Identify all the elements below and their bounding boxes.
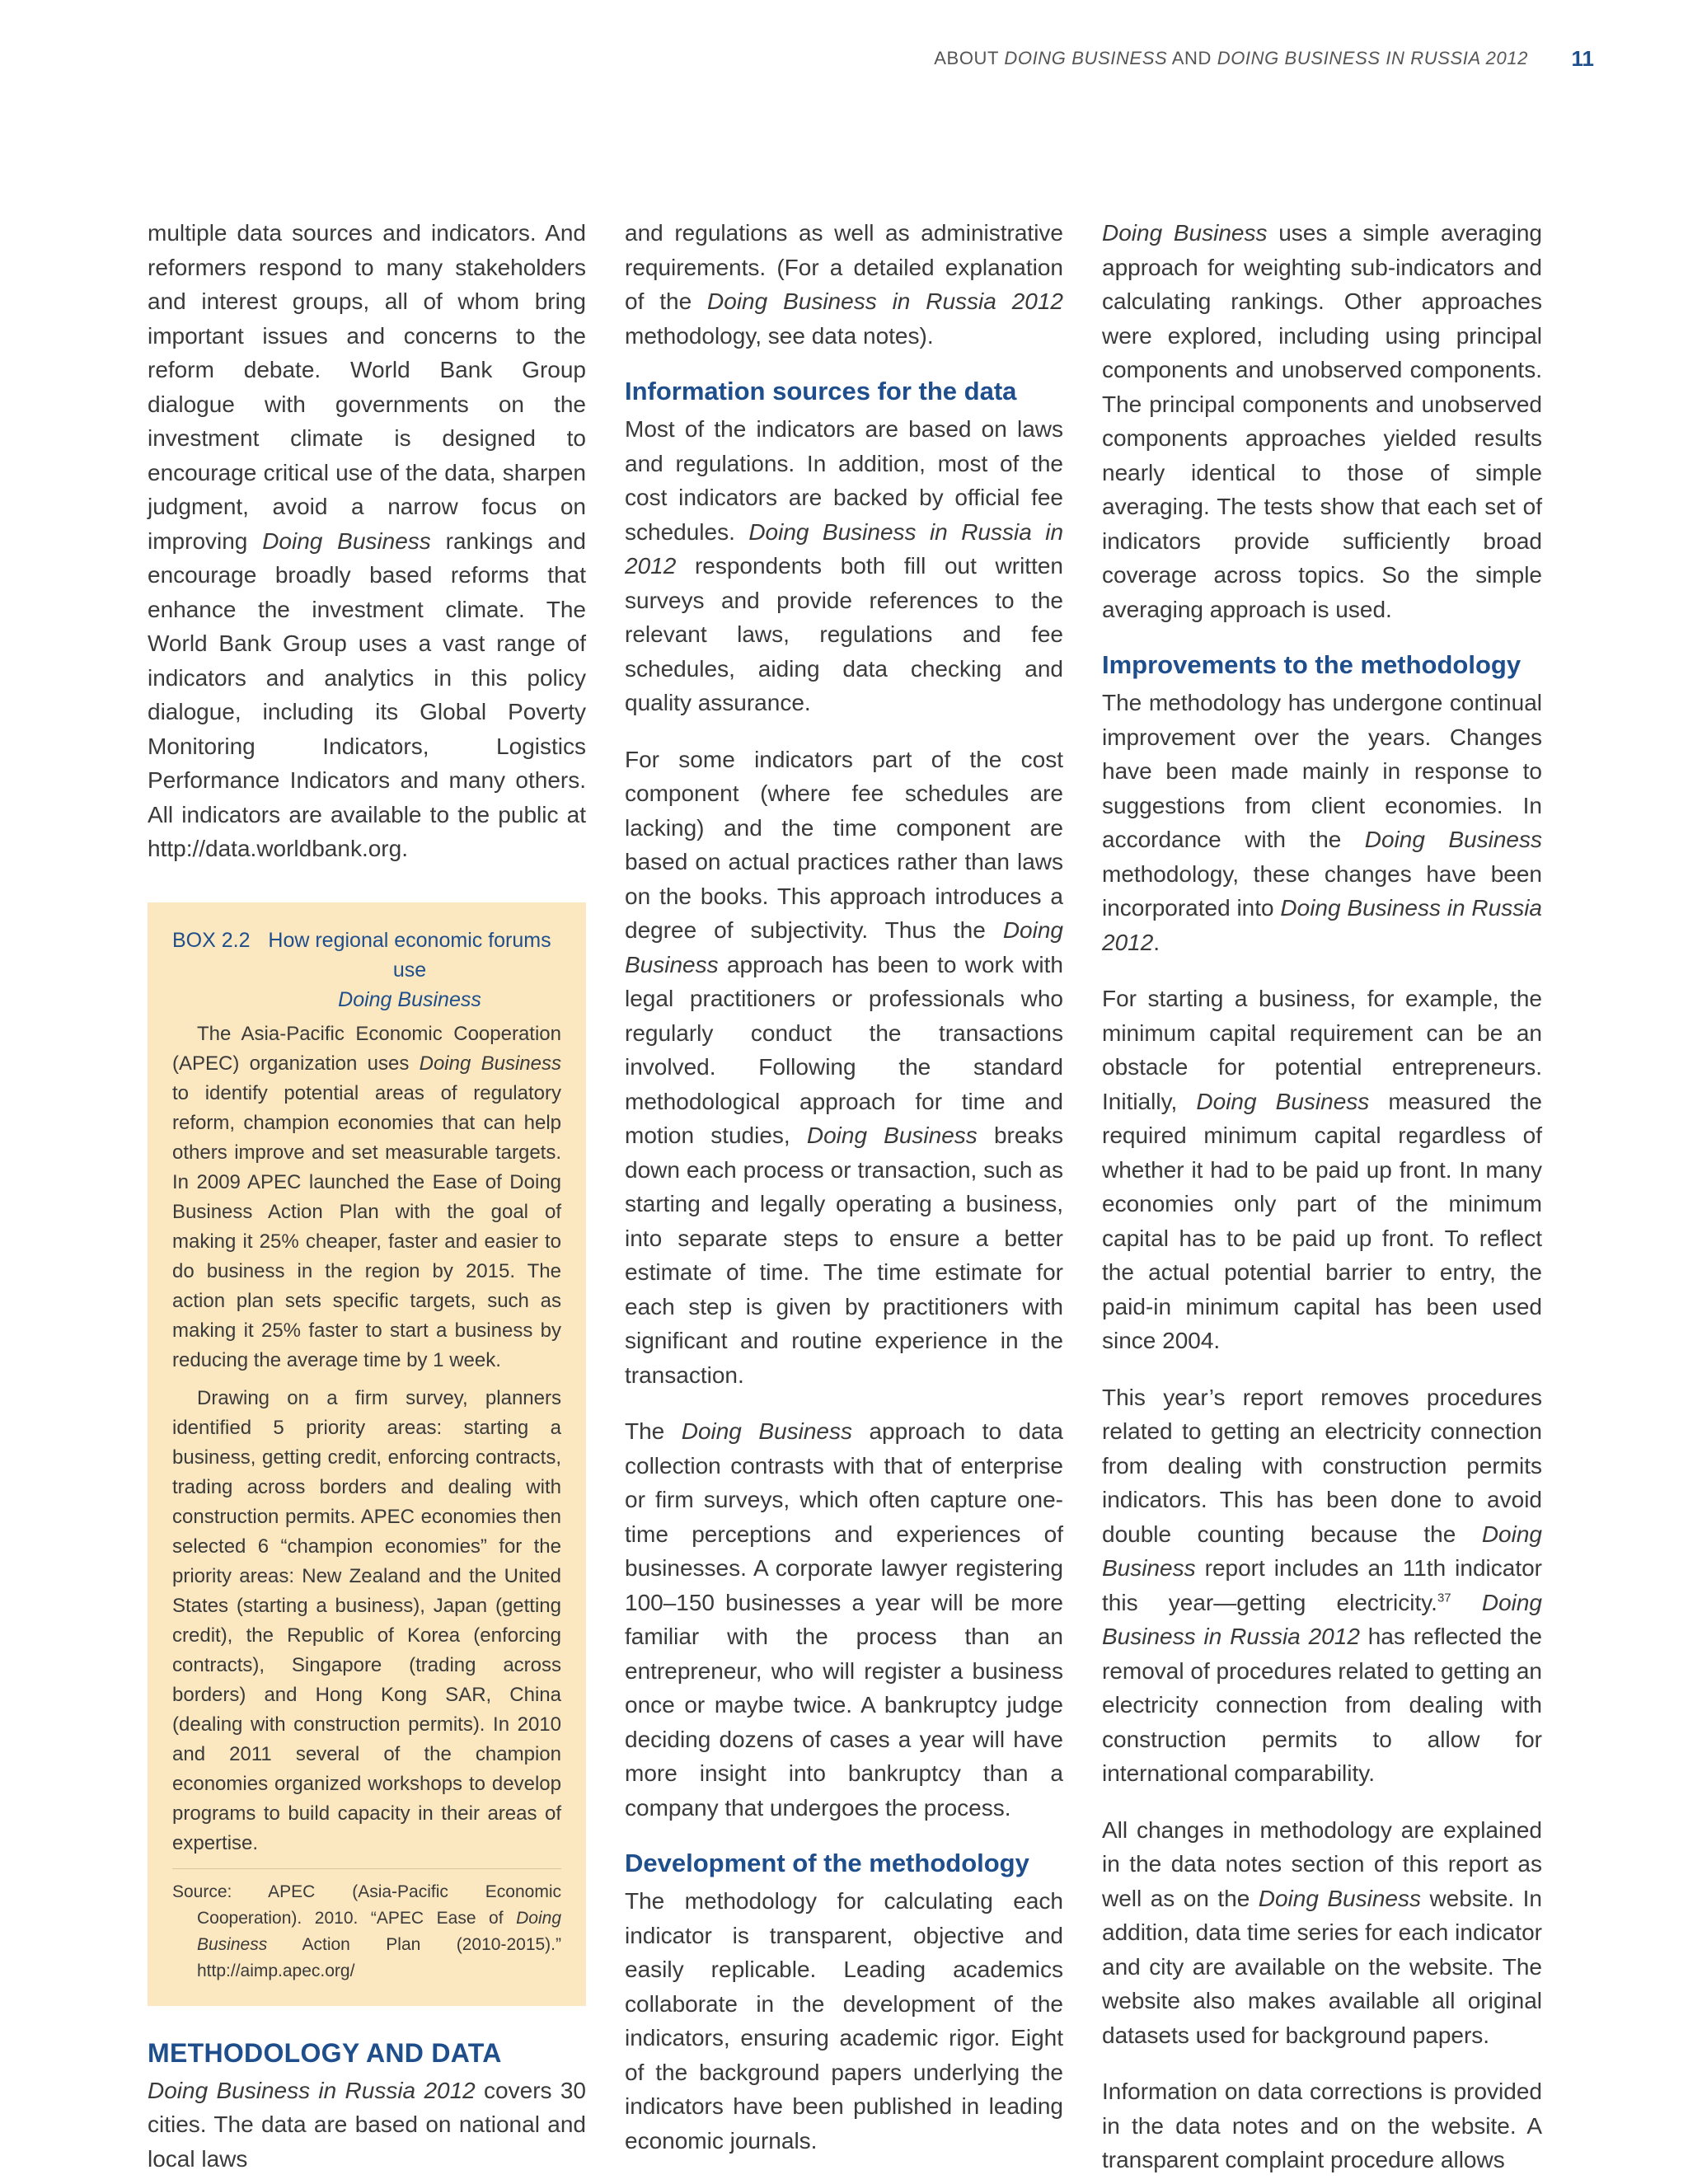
paragraph: Most of the indicators are based on laws and regulations. In addition, most of the cost indicators are backed by official fee schedules. Doing Business in Russia in 2012 respondents both fill out written surveys and provide references to the relevant laws, regulations and fee schedules, aiding data checking and quality assurance. (625, 416, 1064, 715)
box-label: BOX 2.2 (172, 928, 251, 952)
page-number: 11 (1571, 46, 1594, 71)
box-title: BOX 2.2 How regional economic forums use Doing Business (172, 926, 561, 1015)
paragraph: For starting a business, for example, the minimum capital requirement can be an obstacle for potential entrepreneurs. Initially, Doing Business measured the required minimum capital regardless of whether it had to be paid up front. In many economies only part of the minimum capital has to be paid up front. To reflect the actual potential barrier to entry, the paid-in minimum capital has been used since 2004. (1102, 986, 1542, 1353)
paragraph: The methodology has undergone continual improvement over the years. Changes have been made mainly in response to suggestions from client economies. In accordance with the Doing Business methodology, these changes have been incorporated into Doing Business in Russia 2012. (1102, 690, 1542, 955)
box-source: Source: APEC (Asia-Pacific Economic Cooperation). 2010. “APEC Ease of Doing Business Action Plan (2010-2015).” http://aimp.apec.org/ (172, 1868, 561, 1985)
column-middle (625, 216, 1063, 2158)
paragraph: and regulations as well as administrative requirements. (For a detailed explanation of the Doing Business in Russia 2012 methodology, see data notes). (625, 220, 1063, 349)
subheading: Development of the methodology (625, 1849, 1029, 1877)
paragraph: The methodology for calculating each indicator is transparent, objective and easily replicable. Leading academics collaborate in the development of the indicators, ensuring academic rigor. Eight of the background papers underlying the indicators have been published in leading economic journals. (625, 1888, 1063, 2154)
running-title: ABOUT DOING BUSINESS AND DOING BUSINESS IN RUSSIA 2012 (934, 48, 1528, 68)
paragraph: For some indicators part of the cost component (where fee schedules are lacking) and the time component are based on actual practices rather than laws on the books. This approach introduces a degree of subjectivity. Thus the Doing Business approach has been to work with legal practitioners or professionals who regularly conduct the transactions involved. Following the standard methodological approach for time and motion studies, Doing Business breaks down each process or transaction, such as starting and legally operating a business, into separate steps to ensure a better estimate of time. The time estimate for each step is given by practitioners with significant and routine experience in the transaction. (625, 746, 1063, 1388)
paragraph: Doing Business uses a simple averaging approach for weighting sub-indicators and calculating rankings. Other approaches were explored, including using principal components and unobserved components. The principal components and unobserved components approaches yielded results nearly identical to those of simple averaging. The tests show that each set of indicators provide sufficiently broad coverage across topics. So the simple averaging approach is used. (1102, 220, 1542, 622)
footnote-ref: 37 (1437, 1591, 1451, 1605)
paragraph: This year’s report removes procedures related to getting an electricity connection from dealing with construction permits indicators. This has been done to avoid double counting because the Doing Business report includes an 11th indicator this year—getting electricity.$^{37}$ Doing Business in Russia 2012 has reflected the removal of procedures related to getting an electricity connection from dealing with construction permits to allow for international comparability. (1102, 1384, 1543, 1786)
subheading: Improvements to the methodology (1102, 650, 1522, 679)
running-header (0, 46, 1688, 79)
paragraph: The Doing Business approach to data collection contrasts with that of enterprise or firm surveys, which often capture one-time perceptions and experiences of businesses. A corporate lawyer registering 100–150 businesses a year will be more familiar with the process than an entrepreneur, who will register a business once or maybe twice. A bankruptcy judge deciding dozens of cases a year will have more insight into bankruptcy than a company that undergoes the process. (625, 1418, 1063, 1821)
paragraph: All changes in methodology are explained in the data notes section of this report as well as on the Doing Business website. In addition, data time series for each indicator and city are available on the website. The website also makes available all original datasets used for background papers. (1102, 1816, 1542, 2048)
paragraph: multiple data sources and indicators. And reformers respond to many stakeholders and interest groups, all of whom bring important issues and concerns to the reform debate. World Bank Group dialogue with governments on the investment climate is designed to encourage critical use of the data, sharpen judgment, avoid a narrow focus on improving Doing Business rankings and encourage broadly based reforms that enhance the investment climate. The World Bank Group uses a vast range of indicators and analytics in this policy dialogue, including its Global Poverty Monitoring Indicators, Logistics Performance Indicators and many others. All indicators are available to the public at http://data.worldbank.org. (148, 220, 586, 861)
section-heading: METHODOLOGY AND DATA (148, 2037, 502, 2068)
column-right (1102, 216, 1542, 2177)
paragraph: Information on data corrections is provided in the data notes and on the website. A transparent complaint procedure allows (1102, 2079, 1542, 2172)
box-paragraph: The Asia-Pacific Economic Cooperation (APEC) organization uses Doing Business to identify potential areas of regulatory reform, champion economies that can help others improve and set measurable targets. In 2009 APEC launched the Ease of Doing Business Action Plan with the goal of making it 25% cheaper, faster and easier to do business in the region by 2015. The action plan sets specific targets, such as making it 25% faster to start a business by reducing the average time by 1 week. (172, 1022, 561, 1371)
box-2-2 (148, 902, 586, 2006)
column-left (148, 216, 586, 2176)
paragraph: Doing Business in Russia 2012 covers 30 cities. The data are based on national and local laws (148, 2077, 586, 2172)
box-paragraph: Drawing on a firm survey, planners identified 5 priority areas: starting a business, getting credit, enforcing contracts, trading across borders and dealing with construction permits. APEC economies then selected 6 “champion economies” for the priority areas: New Zealand and the United States (starting a business), Japan (getting credit), the Republic of Korea (enforcing contracts), Singapore (trading across borders) and Hong Kong SAR, China (dealing with construction permits). In 2010 and 2011 several of the champion economies organized workshops to develop programs to build capacity in their areas of expertise. (172, 1386, 561, 1854)
subheading: Information sources for the data (625, 377, 1017, 405)
